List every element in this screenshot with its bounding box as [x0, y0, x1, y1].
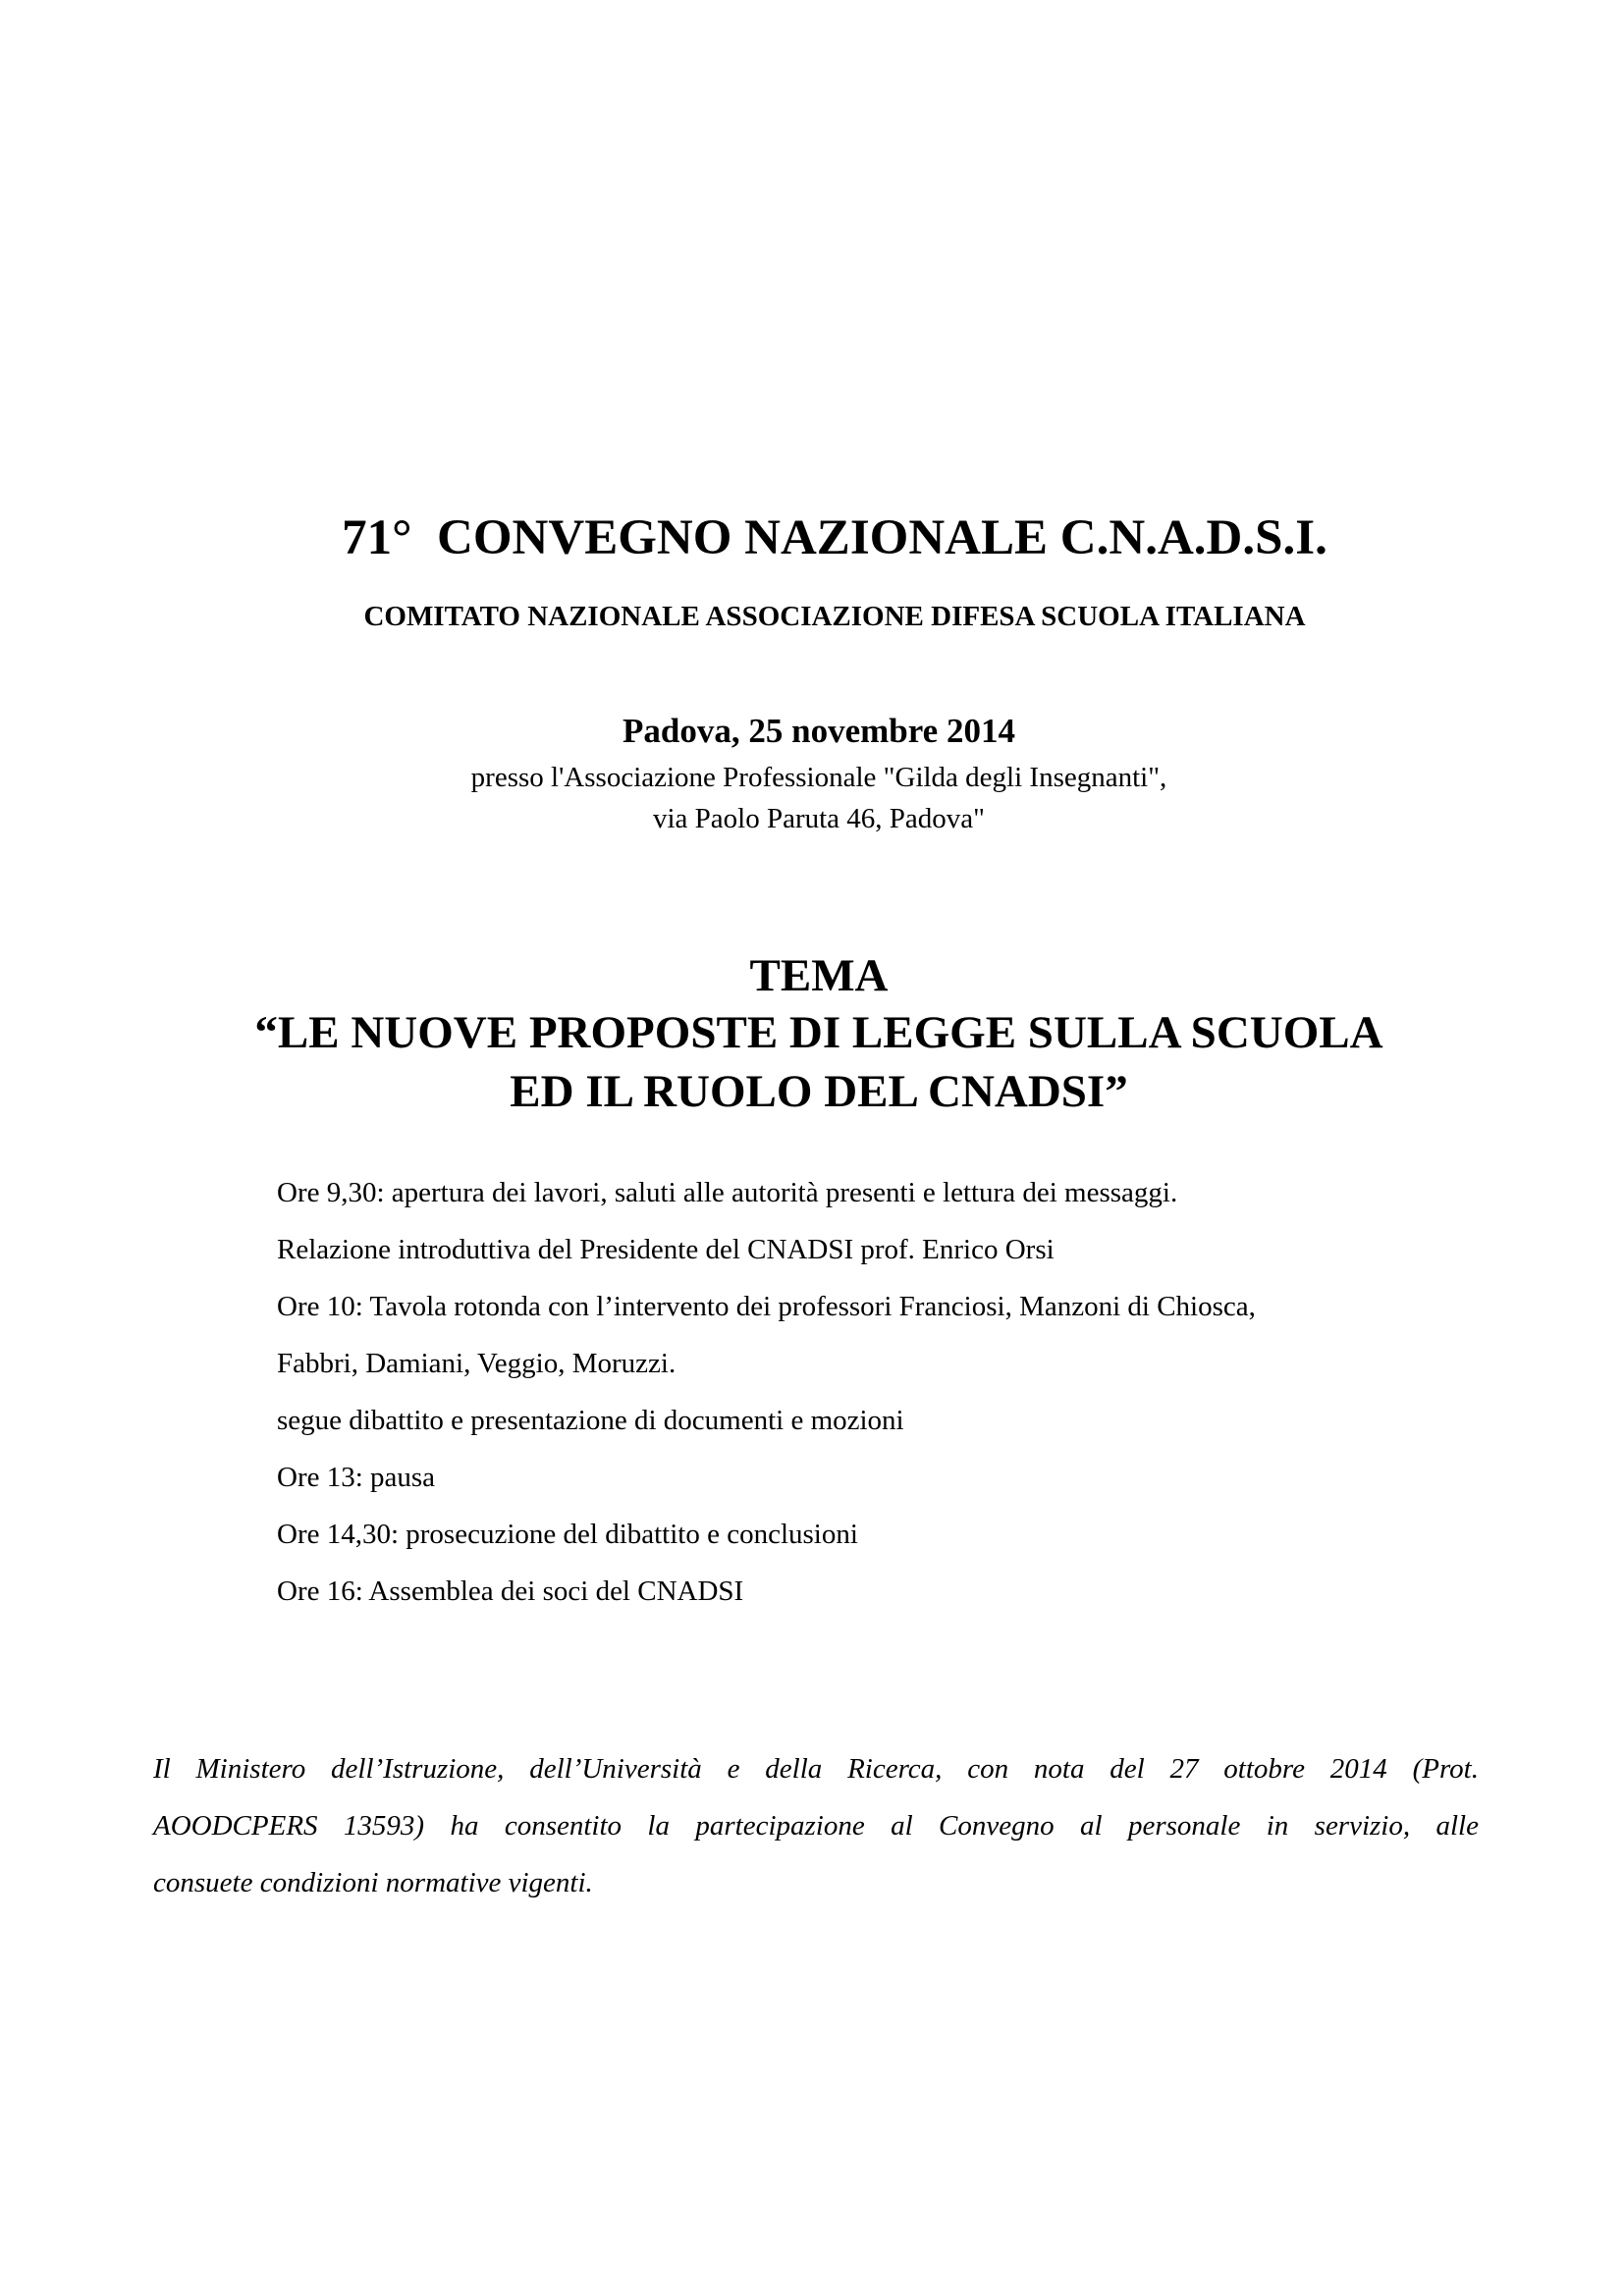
theme-label: TEMA — [749, 950, 889, 1001]
page-title: 71° CONVEGNO NAZIONALE C.N.A.D.S.I. — [342, 510, 1327, 565]
program-item: Ore 14,30: prosecuzione del dibattito e conclusioni — [277, 1519, 858, 1550]
program-item: segue dibattito e presentazione di documenti e mozioni — [277, 1405, 904, 1436]
program-item: Ore 13: pausa — [277, 1462, 436, 1493]
organization-name: COMITATO NAZIONALE ASSOCIAZIONE DIFESA SCUOLA ITALIANA — [363, 601, 1306, 632]
program-item: Relazione introduttiva del Presidente del CNADSI prof. Enrico Orsi — [277, 1234, 1055, 1265]
theme-title-line-1: “LE NUOVE PROPOSTE DI LEGGE SULLA SCUOLA — [254, 1007, 1383, 1058]
program-item: Ore 16: Assemblea dei soci del CNADSI — [277, 1575, 744, 1607]
program-item: Fabbri, Damiani, Veggio, Moruzzi. — [277, 1348, 677, 1379]
event-place-date: Padova, 25 novembre 2014 — [623, 712, 1015, 750]
ministry-note-line: consuete condizioni normative vigenti. — [153, 1867, 593, 1898]
ministry-note-line: Il Ministero dell’Istruzione, dell’Università e della Ricerca, con nota del 27 ottobre 2014 (Prot. — [153, 1753, 1479, 1785]
program-item: Ore 10: Tavola rotonda con l’intervento dei professori Franciosi, Manzoni di Chiosca, — [277, 1291, 1256, 1322]
event-venue-line-1: presso l'Associazione Professionale "Gilda degli Insegnanti", — [470, 762, 1167, 793]
program-item: Ore 9,30: apertura dei lavori, saluti alle autorità presenti e lettura dei messaggi. — [277, 1177, 1178, 1208]
program-list — [277, 1164, 1455, 1620]
ministry-note-line: AOODCPERS 13593) ha consentito la partecipazione al Convegno al personale in servizio, alle — [153, 1810, 1479, 1842]
theme-title-line-2: ED IL RUOLO DEL CNADSI” — [510, 1066, 1128, 1117]
ministry-note — [153, 1740, 1479, 1911]
event-venue-line-2: via Paolo Paruta 46, Padova" — [652, 803, 986, 834]
